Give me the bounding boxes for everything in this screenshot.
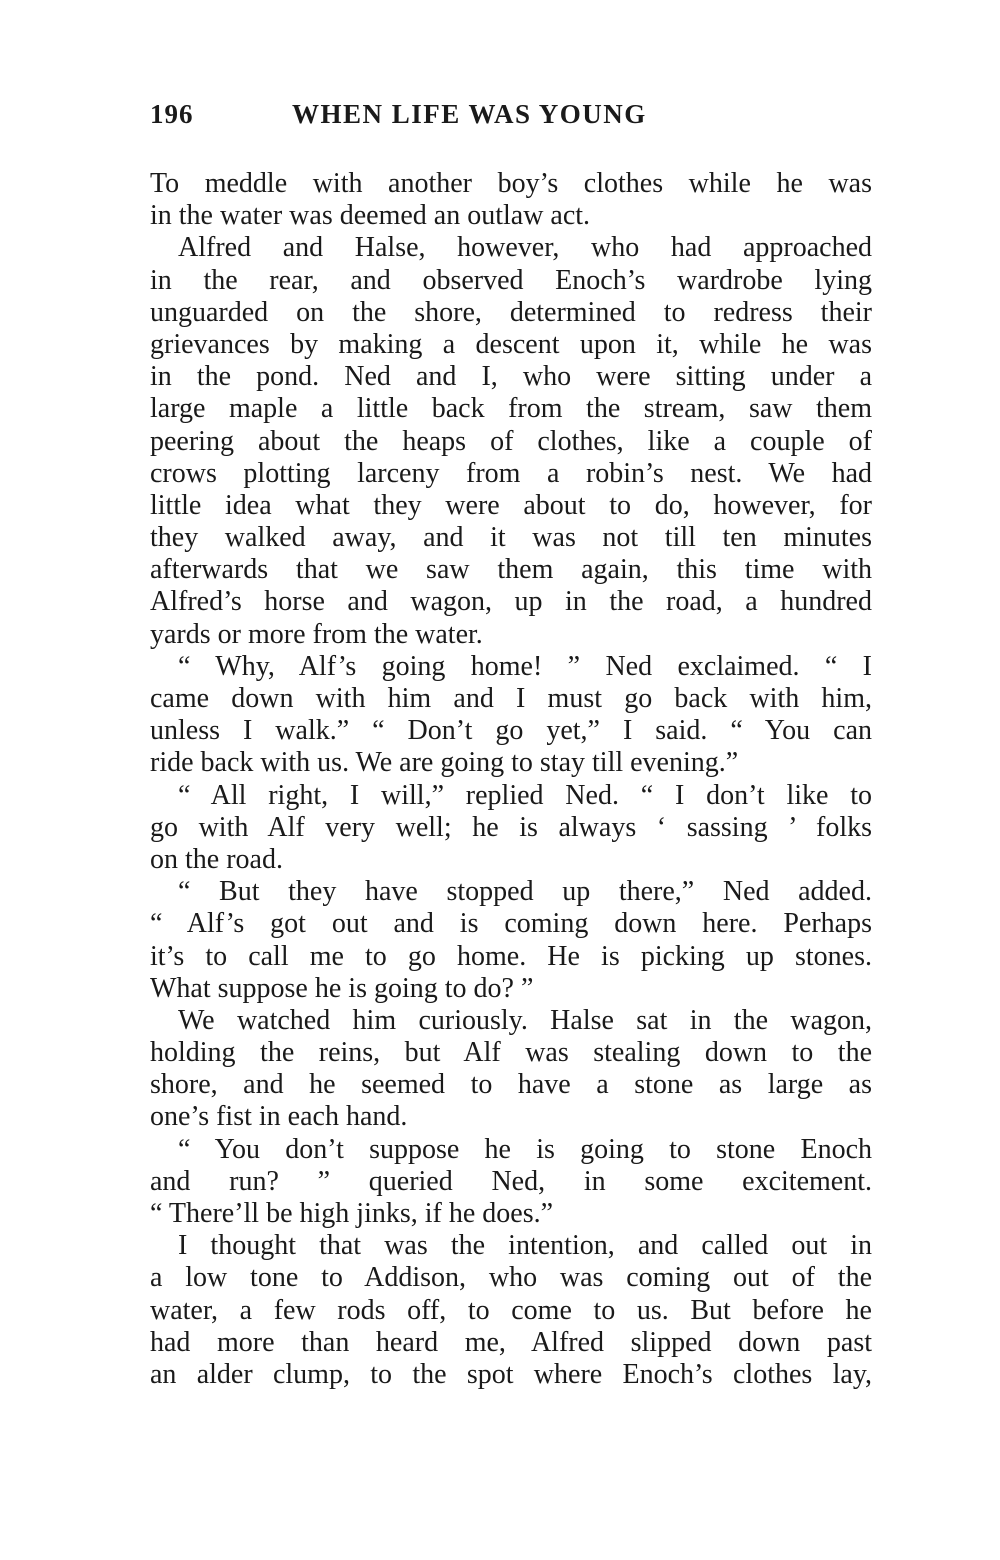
text-line: “ But they have stopped up there,” Ned added. xyxy=(178,876,872,908)
text-line: water, a few rods off, to come to us. But before he xyxy=(150,1294,872,1326)
text-line: To meddle with another boy’s clothes while he was xyxy=(150,168,872,199)
text-line: and run? ” queried Ned, in some excitement. xyxy=(150,1165,872,1197)
text-line: “ You don’t suppose he is going to stone Enoch xyxy=(178,1133,872,1165)
text-line: We watched him curiously. Halse sat in the wagon, xyxy=(178,1004,872,1036)
running-title: WHEN LIFE WAS YOUNG xyxy=(292,99,647,129)
text-line: holding the reins, but Alf was stealing down to the xyxy=(150,1037,872,1069)
text-line: on the road. xyxy=(150,843,283,875)
text-line: peering about the heaps of clothes, like a couple of xyxy=(150,425,872,457)
text-line: “ Why, Alf’s going home! ” Ned exclaimed. “ I xyxy=(178,650,872,682)
text-line: Alfred and Halse, however, who had approached xyxy=(178,232,872,264)
text-line: What suppose he is going to do? ” xyxy=(150,972,534,1004)
text-line: large maple a little back from the stream, saw them xyxy=(150,393,872,425)
text-line: came down with him and I must go back with him, xyxy=(150,683,872,714)
body-text xyxy=(150,168,872,1391)
page-number: 196 xyxy=(150,99,194,129)
text-line: crows plotting larceny from a robin’s nest. We had xyxy=(150,457,872,489)
text-line: Alfred’s horse and wagon, up in the road, a hundred xyxy=(150,586,872,618)
text-line: grievances by making a descent upon it, while he was xyxy=(150,328,872,360)
text-line: “ There’ll be high jinks, if he does.” xyxy=(150,1198,554,1229)
text-line: go with Alf very well; he is always ‘ sassing ’ folks xyxy=(150,811,872,843)
text-line: ride back with us. We are going to stay till evening.” xyxy=(150,747,739,779)
text-line: unless I walk.” “ Don’t go yet,” I said. “ You can xyxy=(150,715,872,747)
text-line: they walked away, and it was not till ten minutes xyxy=(150,522,872,554)
text-line: yards or more from the water. xyxy=(150,618,483,650)
text-line: I thought that was the intention, and called out in xyxy=(178,1230,872,1262)
text-line: a low tone to Addison, who was coming out of the xyxy=(150,1262,872,1294)
text-line: little idea what they were about to do, however, for xyxy=(150,489,872,521)
text-line: it’s to call me to go home. He is picking up stones. xyxy=(150,940,872,972)
running-head xyxy=(150,94,870,134)
text-line: “ All right, I will,” replied Ned. “ I don’t like to xyxy=(178,779,872,811)
text-line: unguarded on the shore, determined to redress their xyxy=(150,296,872,328)
text-line: had more than heard me, Alfred slipped down past xyxy=(150,1326,872,1358)
text-line: shore, and he seemed to have a stone as large as xyxy=(150,1069,872,1101)
text-line: in the rear, and observed Enoch’s wardrobe lying xyxy=(150,264,872,296)
text-line: one’s fist in each hand. xyxy=(150,1101,408,1133)
text-line: afterwards that we saw them again, this time with xyxy=(150,554,872,586)
text-line: in the water was deemed an outlaw act. xyxy=(150,200,591,232)
text-line: an alder clump, to the spot where Enoch’s clothes lay, xyxy=(150,1358,872,1390)
text-line: in the pond. Ned and I, who were sitting under a xyxy=(150,361,872,393)
text-line: “ Alf’s got out and is coming down here. Perhaps xyxy=(150,908,872,940)
